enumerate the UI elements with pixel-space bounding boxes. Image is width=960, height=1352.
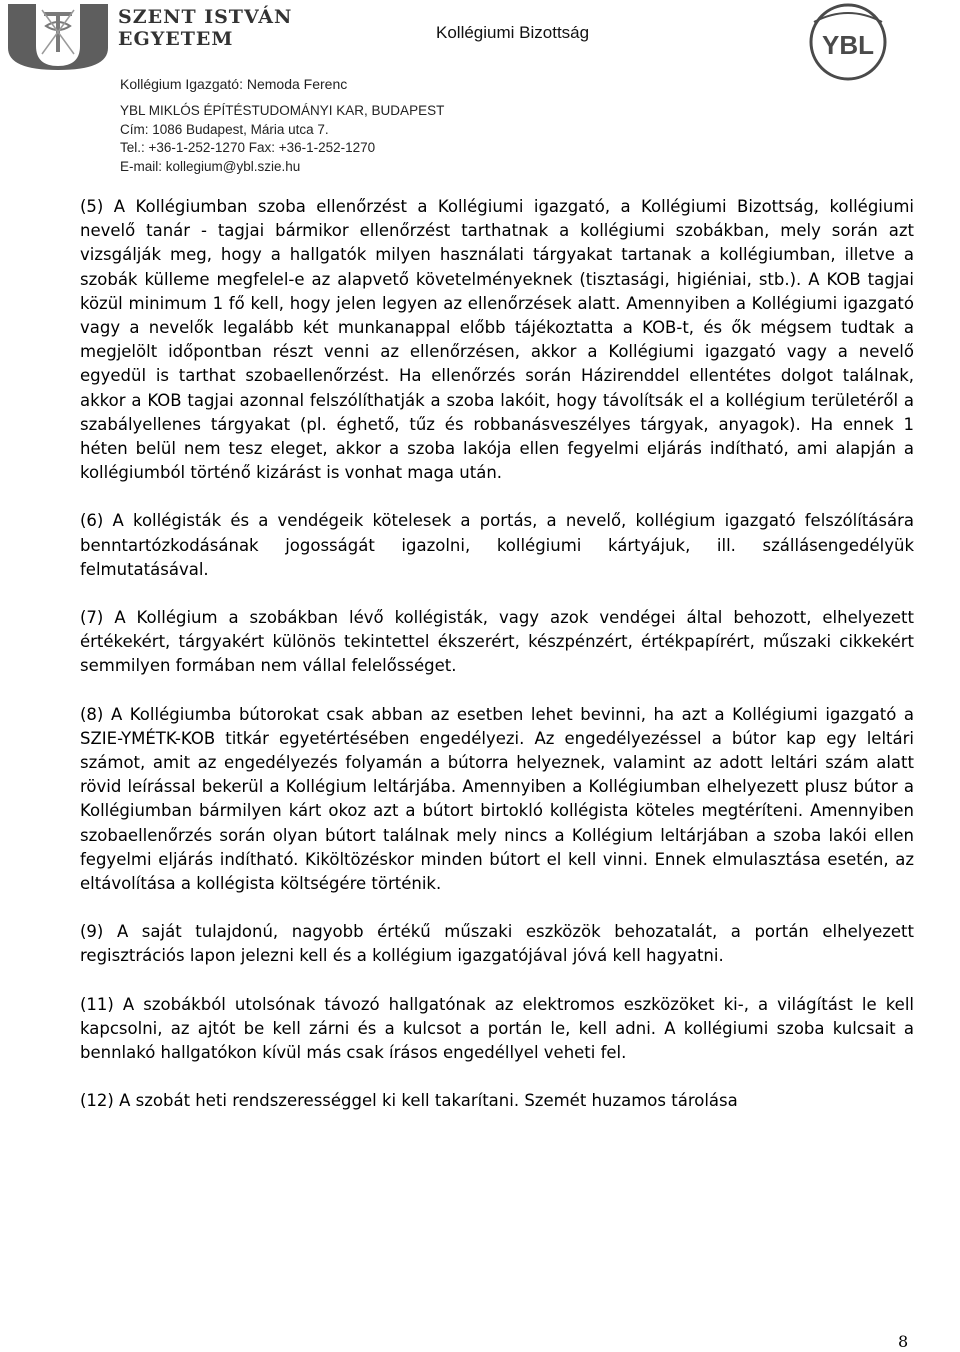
university-name-line: SZENT ISTVÁN <box>118 6 293 28</box>
info-line: Cím: 1086 Budapest, Mária utca 7. <box>120 121 329 137</box>
paragraph-7: (7) A Kollégium a szobákban lévő kollégisták, vagy azok vendégei által behozott, elhelyezett értékekért, tárgyakért különös tekintettel ékszerért, készpénzért, értékpapírért, műszaki cikkekért semmilyen formában nem vállal felelősséget. <box>80 608 914 676</box>
paragraph-6: (6) A kollégisták és a vendégeik kötelesek a portás, a nevelő, kollégium igazgató felszólítására benntartózkodásának jogosságát igazolni, kollégiumi kártyájuk, ill. szállásengedélyük felmutatásával. <box>80 511 914 579</box>
info-line: E-mail: kollegium@ybl.szie.hu <box>120 158 301 174</box>
director-line: Kollégium Igazgató: Nemoda Ferenc <box>120 76 348 92</box>
paragraph-11: (11) A szobákból utolsónak távozó hallgatónak az elektromos eszközöket ki-, a világítást le kell kapcsolni, az ajtót be kell zárni és a kulcsot a portán le, kell adni. A kollégiumi szoba kulcsait a bennlakó hallgatókon kívül más csak írásos engedéllyel veheti fel. <box>80 994 914 1063</box>
header-title: Kollégiumi Bizottság <box>436 23 590 42</box>
paragraph-8: (8) A Kollégiumba bútorokat csak abban az esetben lehet bevinni, ha azt a Kollégiumi igazgató a SZIE-YMÉTK-KOB titkár egyetértésében engedélyezi. Az engedélyezéssel a bútor kap egy leltári számot, amit az engedélyezés folyamán a bútorra helyeznek, valamint az adott leltári szám alatt rövid leírással bekerül a Kollégium leltárjába. Amennyiben a Kollégiumban elhelyezett plusz bútor a Kollégiumban bármilyen kárt okoz azt a bútort birtokló kollégista köteles megtéríteni. Amennyiben szobaellenőrzés során olyan bútort találnak mely nincs a Kollégium leltárjában a szoba lakói ellen fegyelmi eljárás indítható. Kiköltözéskor minden bútort el kell vinni. Ennek elmulasztása esetén, az eltávolítása a kollégista költségére történik. <box>80 704 914 894</box>
szie-logo <box>6 2 110 70</box>
contact-info <box>120 102 444 176</box>
university-name <box>118 6 292 50</box>
paragraph-12: (12) A szobát heti rendszerességgel ki kell takarítani. Szemét huzamos tárolása <box>80 1091 738 1111</box>
info-line: YBL MIKLÓS ÉPÍTÉSTUDOMÁNYI KAR, BUDAPEST <box>120 103 445 118</box>
document-body <box>80 195 914 1114</box>
paragraph-9: (9) A saját tulajdonú, nagyobb értékű műszaki eszközök behozatalát, a portán elhelyezett regisztrációs lapon jelezni kell és a kollégium igazgatójával jóvá kell hagyatni. <box>80 922 914 966</box>
ybl-logo <box>800 2 896 82</box>
university-name-line: EGYETEM <box>118 28 234 50</box>
paragraph-5: (5) A Kollégiumban szoba ellenőrzést a Kollégiumi igazgató, a Kollégiumi Bizottság, kollégiumi nevelő tanár - tagjai bármikor ellenőrzést tarthatnak a kollégiumi szobákban, mely során azt vizsgálják meg, hogy a hallgatók milyen használati tárgyakat tartanak a kollégiumban, illetve a szobák külleme megfelel-e az alapvető követelményeknek (tisztasági, higiéniai, stb.). A KOB tagjai közül minimum 1 fő kell, hogy jelen legyen az ellenőrzések alatt. Amennyiben a Kollégiumi igazgató vagy a nevelők legalább két munkanappal előbb tájékoztatta a KOB-t, és ők mégsem tudtak a megjelölt időpontban részt venni az ellenőrzésen, akkor a Kollégiumi igazgató vagy a nevelő egyedül is tarthat szobaellenőrzést. Ha ellenőrzés során Házirenddel ellentétes dolgot találnak, akkor a KOB tagjai azonnal felszólíthatják a szoba lakóit, hogy távolítsák el a kollégium területéről a szabályellenes tárgyakat (pl. éghető, tűz és robbanásveszélyes tárgyak, anyagok). Ha ennek 1 héten belül nem tesz eleget, akkor a szoba lakója ellen fegyelmi eljárás indítható, ami alapján a kollégiumból történő kizárást is vonhat maga után. <box>80 197 914 483</box>
page-header <box>0 0 960 180</box>
ybl-logo-text: YBL <box>822 30 874 60</box>
info-line: Tel.: +36-1-252-1270 Fax: +36-1-252-1270 <box>120 140 376 155</box>
page-number: 8 <box>898 1332 909 1351</box>
